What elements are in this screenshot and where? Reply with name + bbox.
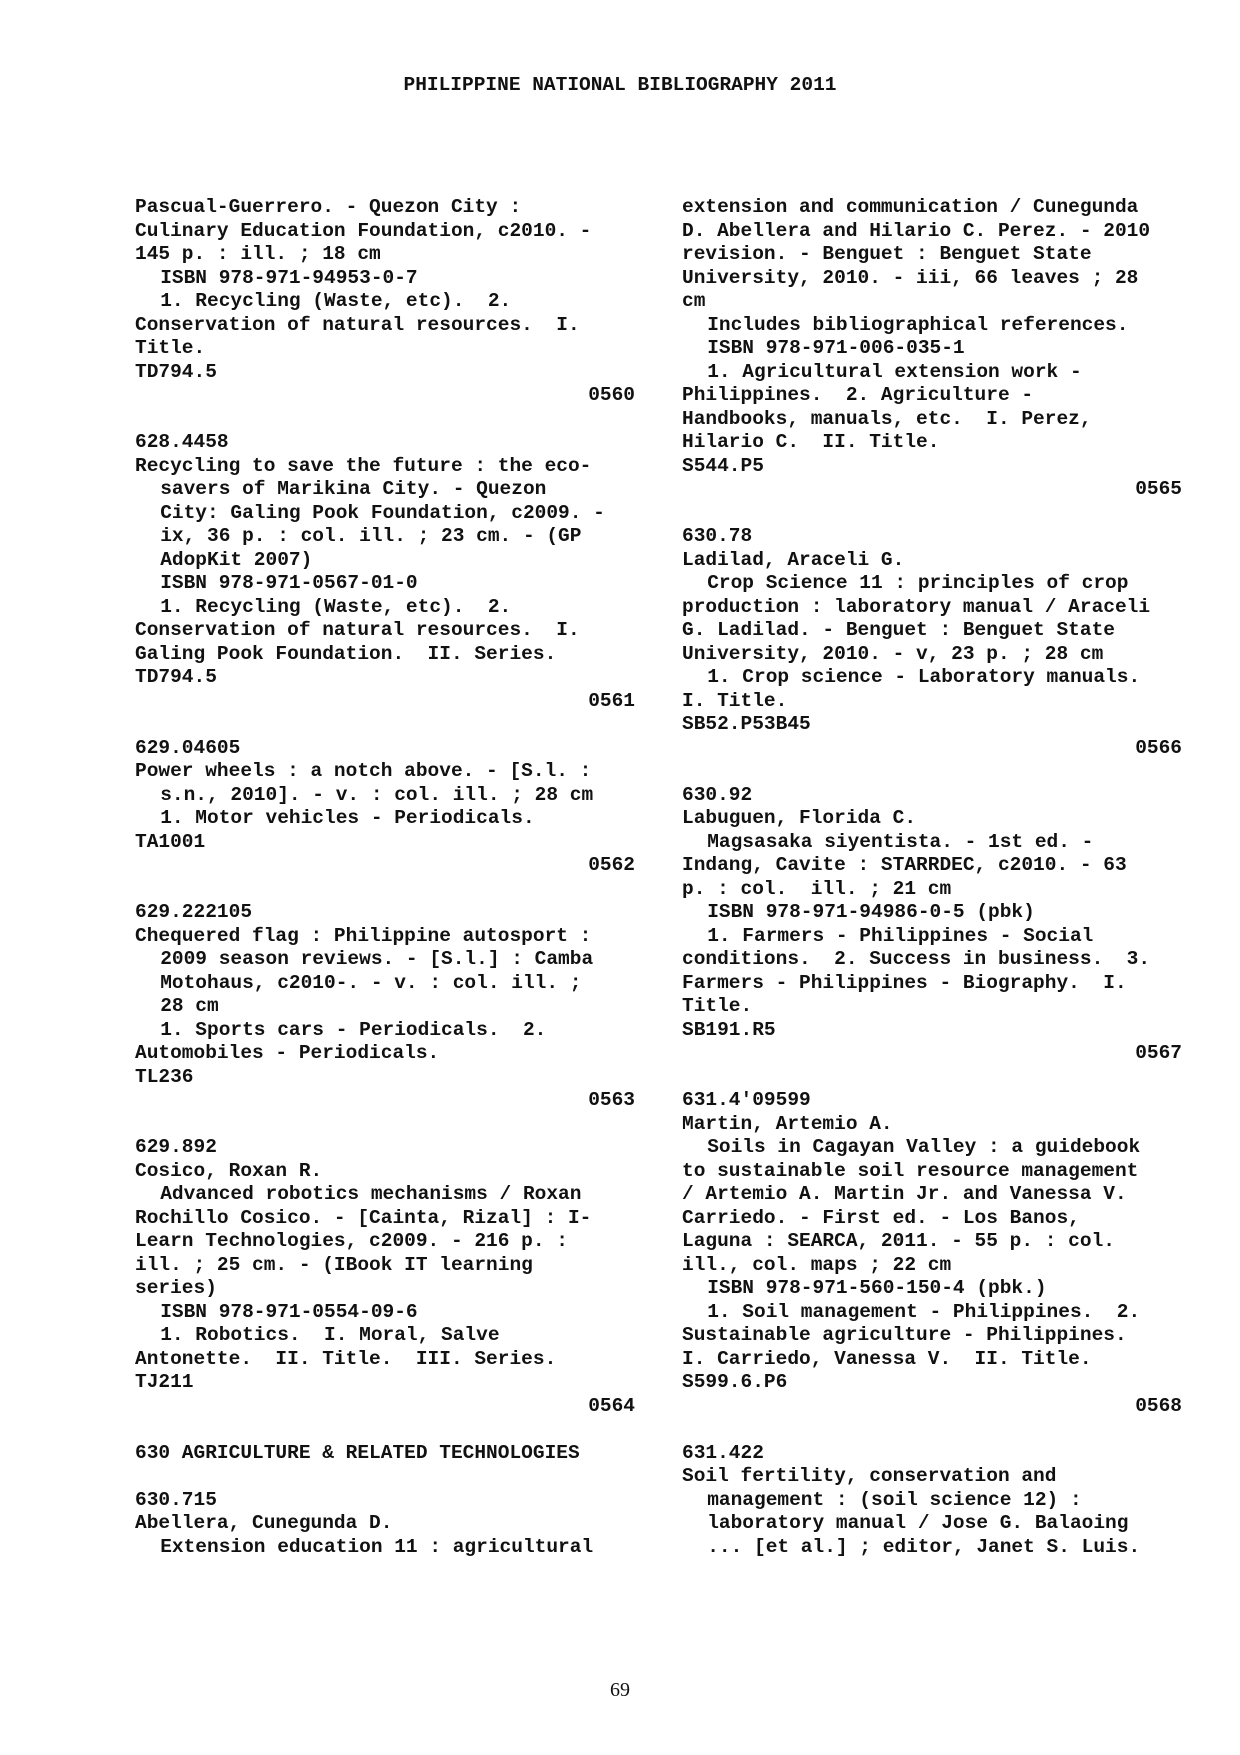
entry-line: ISBN 978-971-94953-0-7 <box>160 266 418 289</box>
record-number: 0564 <box>588 1394 635 1417</box>
blank-line <box>682 1066 1182 1090</box>
entry-line: 630.92 <box>682 783 753 806</box>
entry-line: SB191.R5 <box>682 1018 776 1041</box>
entry-line: Galing Pook Foundation. II. Series. <box>135 642 557 665</box>
entry-line: cm <box>682 290 706 312</box>
blank-line <box>135 1418 635 1442</box>
entry-line: Chequered flag : Philippine autosport : <box>135 924 592 947</box>
entry-line: 629.04605 <box>135 736 241 759</box>
entry-line: Rochillo Cosico. - [Cainta, Rizal] : I- <box>135 1206 592 1229</box>
entry-line: 630.78 <box>682 525 753 547</box>
entry-line: Martin, Artemio A. <box>682 1112 893 1135</box>
entry-line: Carriedo. - First ed. - Los Banos, <box>682 1206 1080 1229</box>
entry-line: Antonette. II. Title. III. Series. <box>135 1347 557 1370</box>
entry-line: Power wheels : a notch above. - [S.l. : <box>135 760 592 782</box>
entry-line: Advanced robotics mechanisms / Roxan <box>160 1183 582 1205</box>
record-number: 0561 <box>588 689 635 712</box>
entry-line: 1. Soil management - Philippines. 2. <box>707 1300 1141 1323</box>
entry-line: I. Title. <box>682 689 788 712</box>
page-number: 69 <box>610 1679 630 1701</box>
blank-line <box>135 408 635 432</box>
entry-line: p. : col. ill. ; 21 cm <box>682 877 952 900</box>
entry-line: 2009 season reviews. - [S.l.] : Camba <box>160 948 594 970</box>
blank-line <box>682 502 1182 526</box>
entry-line: ... [et al.] ; editor, Janet S. Luis. <box>707 1535 1141 1558</box>
blank-line <box>682 1418 1182 1442</box>
entry-line: TA1001 <box>135 830 206 853</box>
entry-line: series) <box>135 1277 217 1299</box>
blank-line <box>135 878 635 902</box>
entry-line: Indang, Cavite : STARRDEC, c2010. - 63 <box>682 854 1127 876</box>
entry-line: S599.6.P6 <box>682 1371 788 1393</box>
entry-line: Farmers - Philippines - Biography. I. <box>682 971 1127 994</box>
entry-line: City: Galing Pook Foundation, c2009. - <box>160 501 605 524</box>
record-number: 0565 <box>1135 478 1182 500</box>
entry-line: conditions. 2. Success in business. 3. <box>682 948 1151 970</box>
entry-line: Conservation of natural resources. I. <box>135 619 580 641</box>
entry-line: savers of Marikina City. - Quezon <box>160 478 547 500</box>
entry-line: Pascual-Guerrero. - Quezon City : <box>135 196 522 218</box>
entry-line: ISBN 978-971-0554-09-6 <box>160 1300 418 1323</box>
entry-line: 145 p. : ill. ; 18 cm <box>135 243 381 265</box>
entry-line: Hilario C. II. Title. <box>682 431 940 453</box>
entry-line: Motohaus, c2010-. - v. : col. ill. ; <box>160 971 582 994</box>
entry-line: G. Ladilad. - Benguet : Benguet State <box>682 619 1115 641</box>
entry-line: 631.422 <box>682 1441 764 1464</box>
entry-line: extension and communication / Cunegunda <box>682 196 1139 218</box>
entry-line: Title. <box>682 995 753 1017</box>
entry-line: 1. Recycling (Waste, etc). 2. <box>160 290 512 312</box>
entry-line: management : (soil science 12) : <box>707 1488 1082 1511</box>
right-column <box>682 196 1182 1559</box>
entry-line: ISBN 978-971-94986-0-5 (pbk) <box>707 901 1035 923</box>
blank-line <box>135 713 635 737</box>
entry-line: production : laboratory manual / Araceli <box>682 595 1151 618</box>
left-column <box>135 196 635 1559</box>
entry-line: TL236 <box>135 1065 194 1088</box>
entry-line: ISBN 978-971-006-035-1 <box>707 337 965 359</box>
entry-line: 1. Agricultural extension work - <box>707 360 1082 383</box>
entry-line: laboratory manual / Jose G. Balaoing <box>707 1512 1129 1534</box>
entry-line: University, 2010. - v, 23 p. ; 28 cm <box>682 642 1104 665</box>
entry-line: Includes bibliographical references. <box>707 313 1129 336</box>
entry-line: Cosico, Roxan R. <box>135 1159 323 1182</box>
record-number: 0560 <box>588 384 635 406</box>
entry-line: ISBN 978-971-560-150-4 (pbk.) <box>707 1277 1047 1299</box>
entry-line: Abellera, Cunegunda D. <box>135 1512 393 1534</box>
entry-line: revision. - Benguet : Benguet State <box>682 243 1092 265</box>
entry-line: ill. ; 25 cm. - (IBook IT learning <box>135 1253 533 1276</box>
entry-line: 1. Sports cars - Periodicals. 2. <box>160 1018 547 1041</box>
entry-line: Handbooks, manuals, etc. I. Perez, <box>682 407 1092 430</box>
entry-line: University, 2010. - iii, 66 leaves ; 28 <box>682 266 1139 289</box>
entry-line: ill., col. maps ; 22 cm <box>682 1253 952 1276</box>
entry-line: 1. Crop science - Laboratory manuals. <box>707 666 1141 688</box>
record-number: 0567 <box>1135 1042 1182 1064</box>
entry-line: S544.P5 <box>682 454 764 477</box>
entry-line: 28 cm <box>160 995 219 1017</box>
entry-line: 1. Farmers - Philippines - Social <box>707 924 1094 947</box>
entry-line: Ladilad, Araceli G. <box>682 548 905 571</box>
entry-line: TD794.5 <box>135 360 217 383</box>
entry-line: 1. Motor vehicles - Periodicals. <box>160 807 535 829</box>
entry-line: to sustainable soil resource management <box>682 1159 1139 1182</box>
entry-line: 629.222105 <box>135 901 253 923</box>
entry-line: 1. Recycling (Waste, etc). 2. <box>160 595 512 618</box>
entry-line: TD794.5 <box>135 666 217 688</box>
record-number: 0568 <box>1135 1394 1182 1417</box>
entry-line: Soil fertility, conservation and <box>682 1465 1057 1487</box>
entry-line: Sustainable agriculture - Philippines. <box>682 1324 1127 1346</box>
blank-line <box>135 1113 635 1137</box>
blank-line <box>682 760 1182 784</box>
entry-line: Soils in Cagayan Valley : a guidebook <box>707 1136 1141 1158</box>
entry-line: ix, 36 p. : col. ill. ; 23 cm. - (GP <box>160 525 582 547</box>
entry-line: 631.4'09599 <box>682 1089 811 1111</box>
entry-line: Learn Technologies, c2009. - 216 p. : <box>135 1230 568 1252</box>
record-number: 0562 <box>588 854 635 876</box>
entry-line: Crop Science 11 : principles of crop <box>707 572 1129 594</box>
entry-line: Recycling to save the future : the eco- <box>135 454 592 477</box>
entry-line: Culinary Education Foundation, c2010. - <box>135 219 592 242</box>
entry-line: Title. <box>135 337 206 359</box>
entry-line: 629.892 <box>135 1136 217 1158</box>
entry-line: I. Carriedo, Vanessa V. II. Title. <box>682 1347 1092 1370</box>
entry-line: Laguna : SEARCA, 2011. - 55 p. : col. <box>682 1230 1115 1252</box>
entry-line: Labuguen, Florida C. <box>682 807 917 829</box>
entry-line: D. Abellera and Hilario C. Perez. - 2010 <box>682 219 1151 242</box>
entry-line: SB52.P53B45 <box>682 713 811 735</box>
entry-line: TJ211 <box>135 1371 194 1393</box>
entry-line: Magsasaka siyentista. - 1st ed. - <box>707 830 1094 853</box>
page-header: PHILIPPINE NATIONAL BIBLIOGRAPHY 2011 <box>403 74 837 96</box>
entry-line: 630.715 <box>135 1488 217 1511</box>
entry-line: 630 AGRICULTURE & RELATED TECHNOLOGIES <box>135 1441 580 1464</box>
entry-line: Philippines. 2. Agriculture - <box>682 384 1034 406</box>
record-number: 0566 <box>1135 736 1182 759</box>
entry-line: 1. Robotics. I. Moral, Salve <box>160 1324 500 1346</box>
entry-line: Automobiles - Periodicals. <box>135 1042 440 1064</box>
blank-line <box>135 1465 635 1489</box>
entry-line: s.n., 2010]. - v. : col. ill. ; 28 cm <box>160 783 594 806</box>
entry-line: 628.4458 <box>135 431 229 453</box>
entry-line: ISBN 978-971-0567-01-0 <box>160 572 418 594</box>
entry-line: Conservation of natural resources. I. <box>135 313 580 336</box>
record-number: 0563 <box>588 1089 635 1111</box>
entry-line: Extension education 11 : agricultural <box>160 1535 594 1558</box>
entry-line: AdopKit 2007) <box>160 548 313 571</box>
entry-line: / Artemio A. Martin Jr. and Vanessa V. <box>682 1183 1127 1205</box>
